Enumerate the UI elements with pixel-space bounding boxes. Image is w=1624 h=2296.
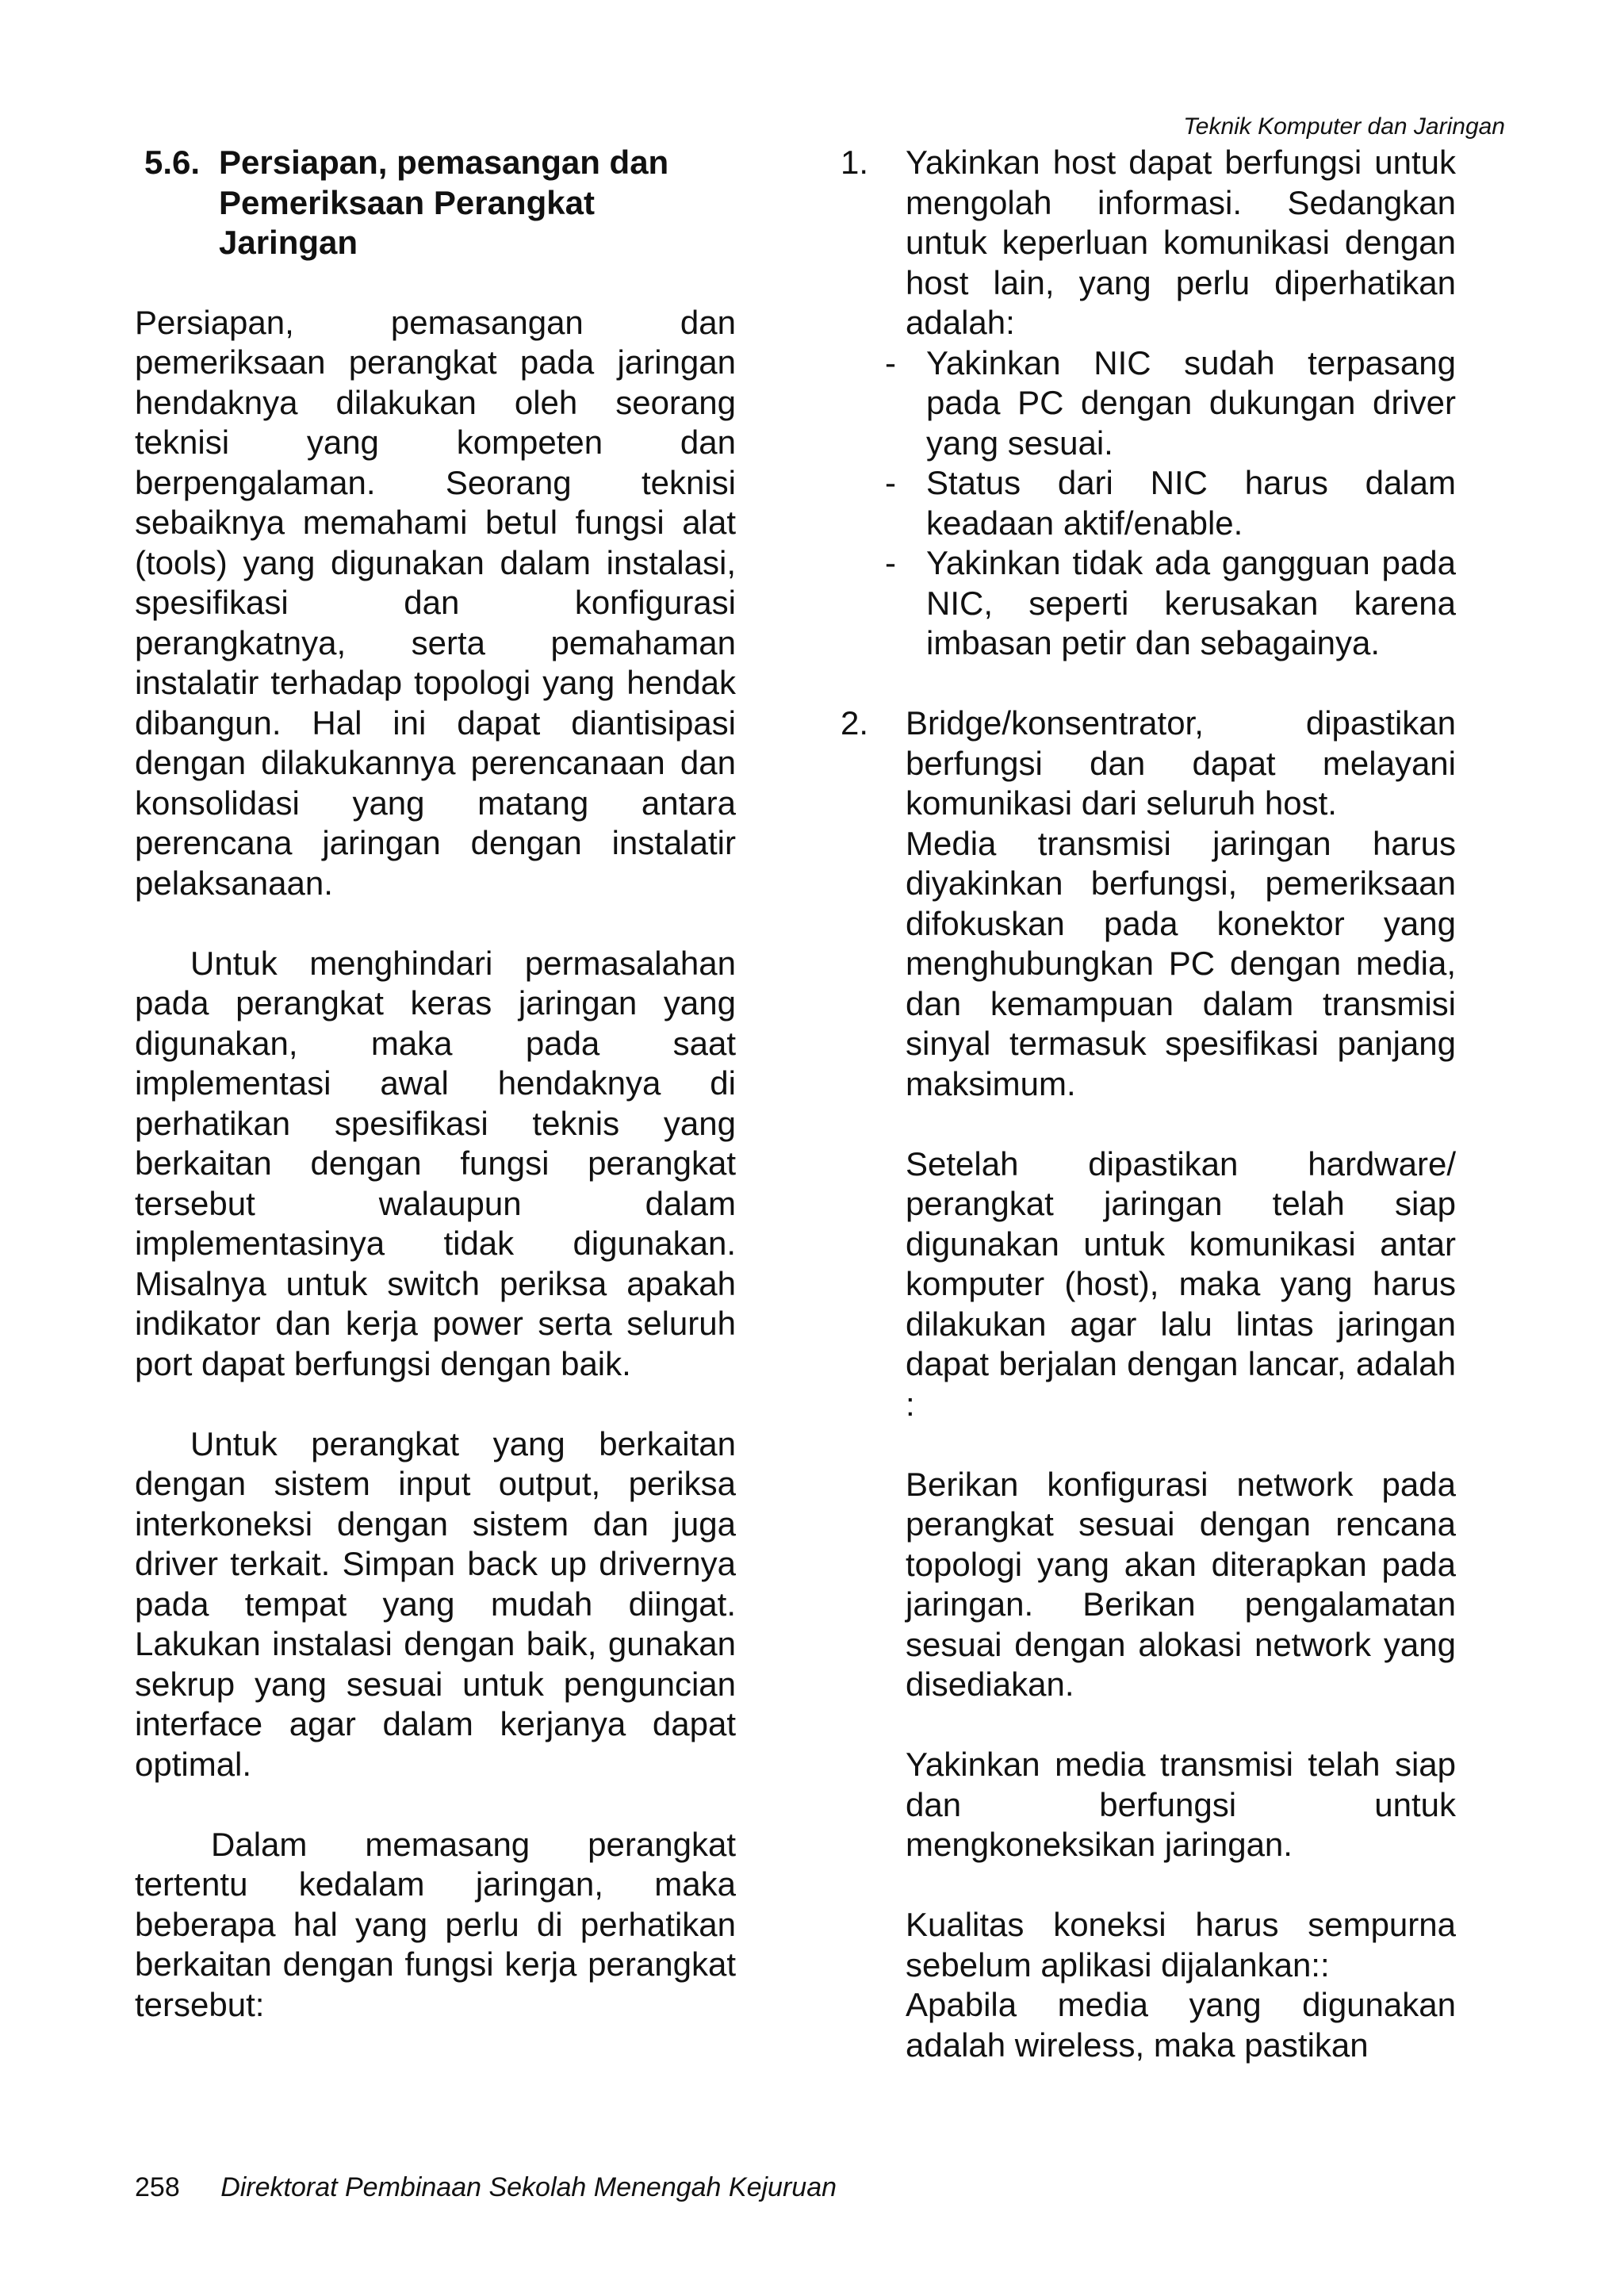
paragraph-transmission-media: Media transmisi jaringan harus diyakinkan berfungsi, pemeriksaan difokuskan pada konektor yang menghubungkan PC dengan media, dan kemampuan dalam transmisi sinyal termasuk spesifikasi panjang maksimum. bbox=[906, 824, 1456, 1102]
page-footer bbox=[135, 2171, 837, 2203]
numbered-item-2 bbox=[841, 703, 1456, 824]
paragraph-input-output: Untuk perangkat yang berkaitan dengan sistem input output, periksa interkoneksi dengan sistem dan juga driver terkait. Simpan back up drivernya pada tempat yang mudah diingat. Lakukan instalasi dengan baik, gunakan sekrup yang sesuai untuk penguncian interface agar dalam kerjanya dapat optimal. bbox=[135, 1424, 736, 1783]
numbered-item-1 bbox=[841, 143, 1456, 664]
section-heading bbox=[144, 143, 736, 263]
numbered-item-text: Bridge/konsentrator, dipastikan berfungsi dan dapat melayani komunikasi dari seluruh host. bbox=[906, 704, 1456, 822]
paragraph-after-hardware: Setelah dipastikan hardware/ perangkat jaringan telah siap digunakan untuk komunikasi antar komputer (host), maka yang harus dilakukan agar lalu lintas jaringan dapat berjalan dengan lancar, adalah : bbox=[906, 1144, 1456, 1423]
list-item bbox=[885, 463, 1456, 543]
paragraph-connection-quality: Kualitas koneksi harus sempurna sebelum aplikasi dijalankan:: bbox=[906, 1906, 1456, 1984]
left-column bbox=[135, 143, 736, 2065]
paragraph-network-config: Berikan konfigurasi network pada perangkat sesuai dengan rencana topologi yang akan diterapkan pada jaringan. Berikan pengalamatan sesuai dengan alokasi network yang disediakan. bbox=[906, 1465, 1456, 1703]
dash-list bbox=[885, 343, 1456, 664]
paragraph-wireless: Apabila media yang digunakan adalah wireless, maka pastikan bbox=[906, 1986, 1456, 2064]
dash-bullet: - bbox=[885, 544, 896, 581]
list-item-text: Yakinkan tidak ada gangguan pada NIC, seperti kerusakan karena imbasan petir dan sebagainya. bbox=[926, 544, 1456, 661]
numbered-item-label: 1. bbox=[841, 144, 869, 181]
list-item-text: Status dari NIC harus dalam keadaan aktif/enable. bbox=[926, 464, 1456, 542]
dash-bullet: - bbox=[885, 464, 896, 501]
numbered-item-intro: Yakinkan host dapat berfungsi untuk mengolah informasi. Sedangkan untuk keperluan komunikasi dengan host lain, yang perlu diperhatikan adalah: bbox=[906, 144, 1456, 341]
right-column bbox=[841, 143, 1456, 2065]
dash-bullet: - bbox=[885, 343, 896, 381]
list-item bbox=[885, 543, 1456, 664]
paragraph-preparation: Persiapan, pemasangan dan pemeriksaan perangkat pada jaringan hendaknya dilakukan oleh seorang teknisi yang kompeten dan berpengalaman. Seorang teknisi sebaiknya memahami betul fungsi alat (tools) yang digunakan dalam instalasi, spesifikasi dan konfigurasi perangkatnya, serta pemahaman instalatir terhadap topologi yang hendak dibangun. Hal ini dapat diantisipasi dengan dilakukannya perencanaan dan konsolidasi yang matang antara perencana jaringan dengan instalatir pelaksanaan. bbox=[135, 303, 736, 902]
paragraph-installing-devices: Dalam memasang perangkat tertentu kedalam jaringan, maka beberapa hal yang perlu di perhatikan berkaitan dengan fungsi kerja perangkat tersebut: bbox=[135, 1825, 736, 2023]
paragraph-hardware-issues: Untuk menghindari permasalahan pada perangkat keras jaringan yang digunakan, maka pada saat implementasi awal hendaknya di perhatikan spesifikasi teknis yang berkaitan dengan fungsi perangkat tersebut walaupun dalam implementasinya tidak digunakan. Misalnya untuk switch periksa apakah indikator dan kerja power serta seluruh port dapat berfungsi dengan baik. bbox=[135, 944, 736, 1382]
numbered-item-body bbox=[906, 703, 1456, 824]
page-number: 258 bbox=[135, 2172, 180, 2202]
section-title: Persiapan, pemasangan dan Pemeriksaan Perangkat Jaringan bbox=[219, 144, 669, 261]
numbered-item-body bbox=[885, 143, 1456, 664]
publisher-name: Direktorat Pembinaan Sekolah Menengah Kejuruan bbox=[220, 2172, 837, 2202]
section-number: 5.6. bbox=[144, 144, 201, 181]
list-item-text: Yakinkan NIC sudah terpasang pada PC dengan dukungan driver yang sesuai. bbox=[926, 343, 1456, 462]
list-item bbox=[885, 343, 1456, 464]
paragraph-media-ready: Yakinkan media transmisi telah siap dan berfungsi untuk mengkoneksikan jaringan. bbox=[906, 1746, 1456, 1863]
running-header: Teknik Komputer dan Jaringan bbox=[1183, 113, 1505, 140]
numbered-item-label: 2. bbox=[841, 704, 869, 742]
